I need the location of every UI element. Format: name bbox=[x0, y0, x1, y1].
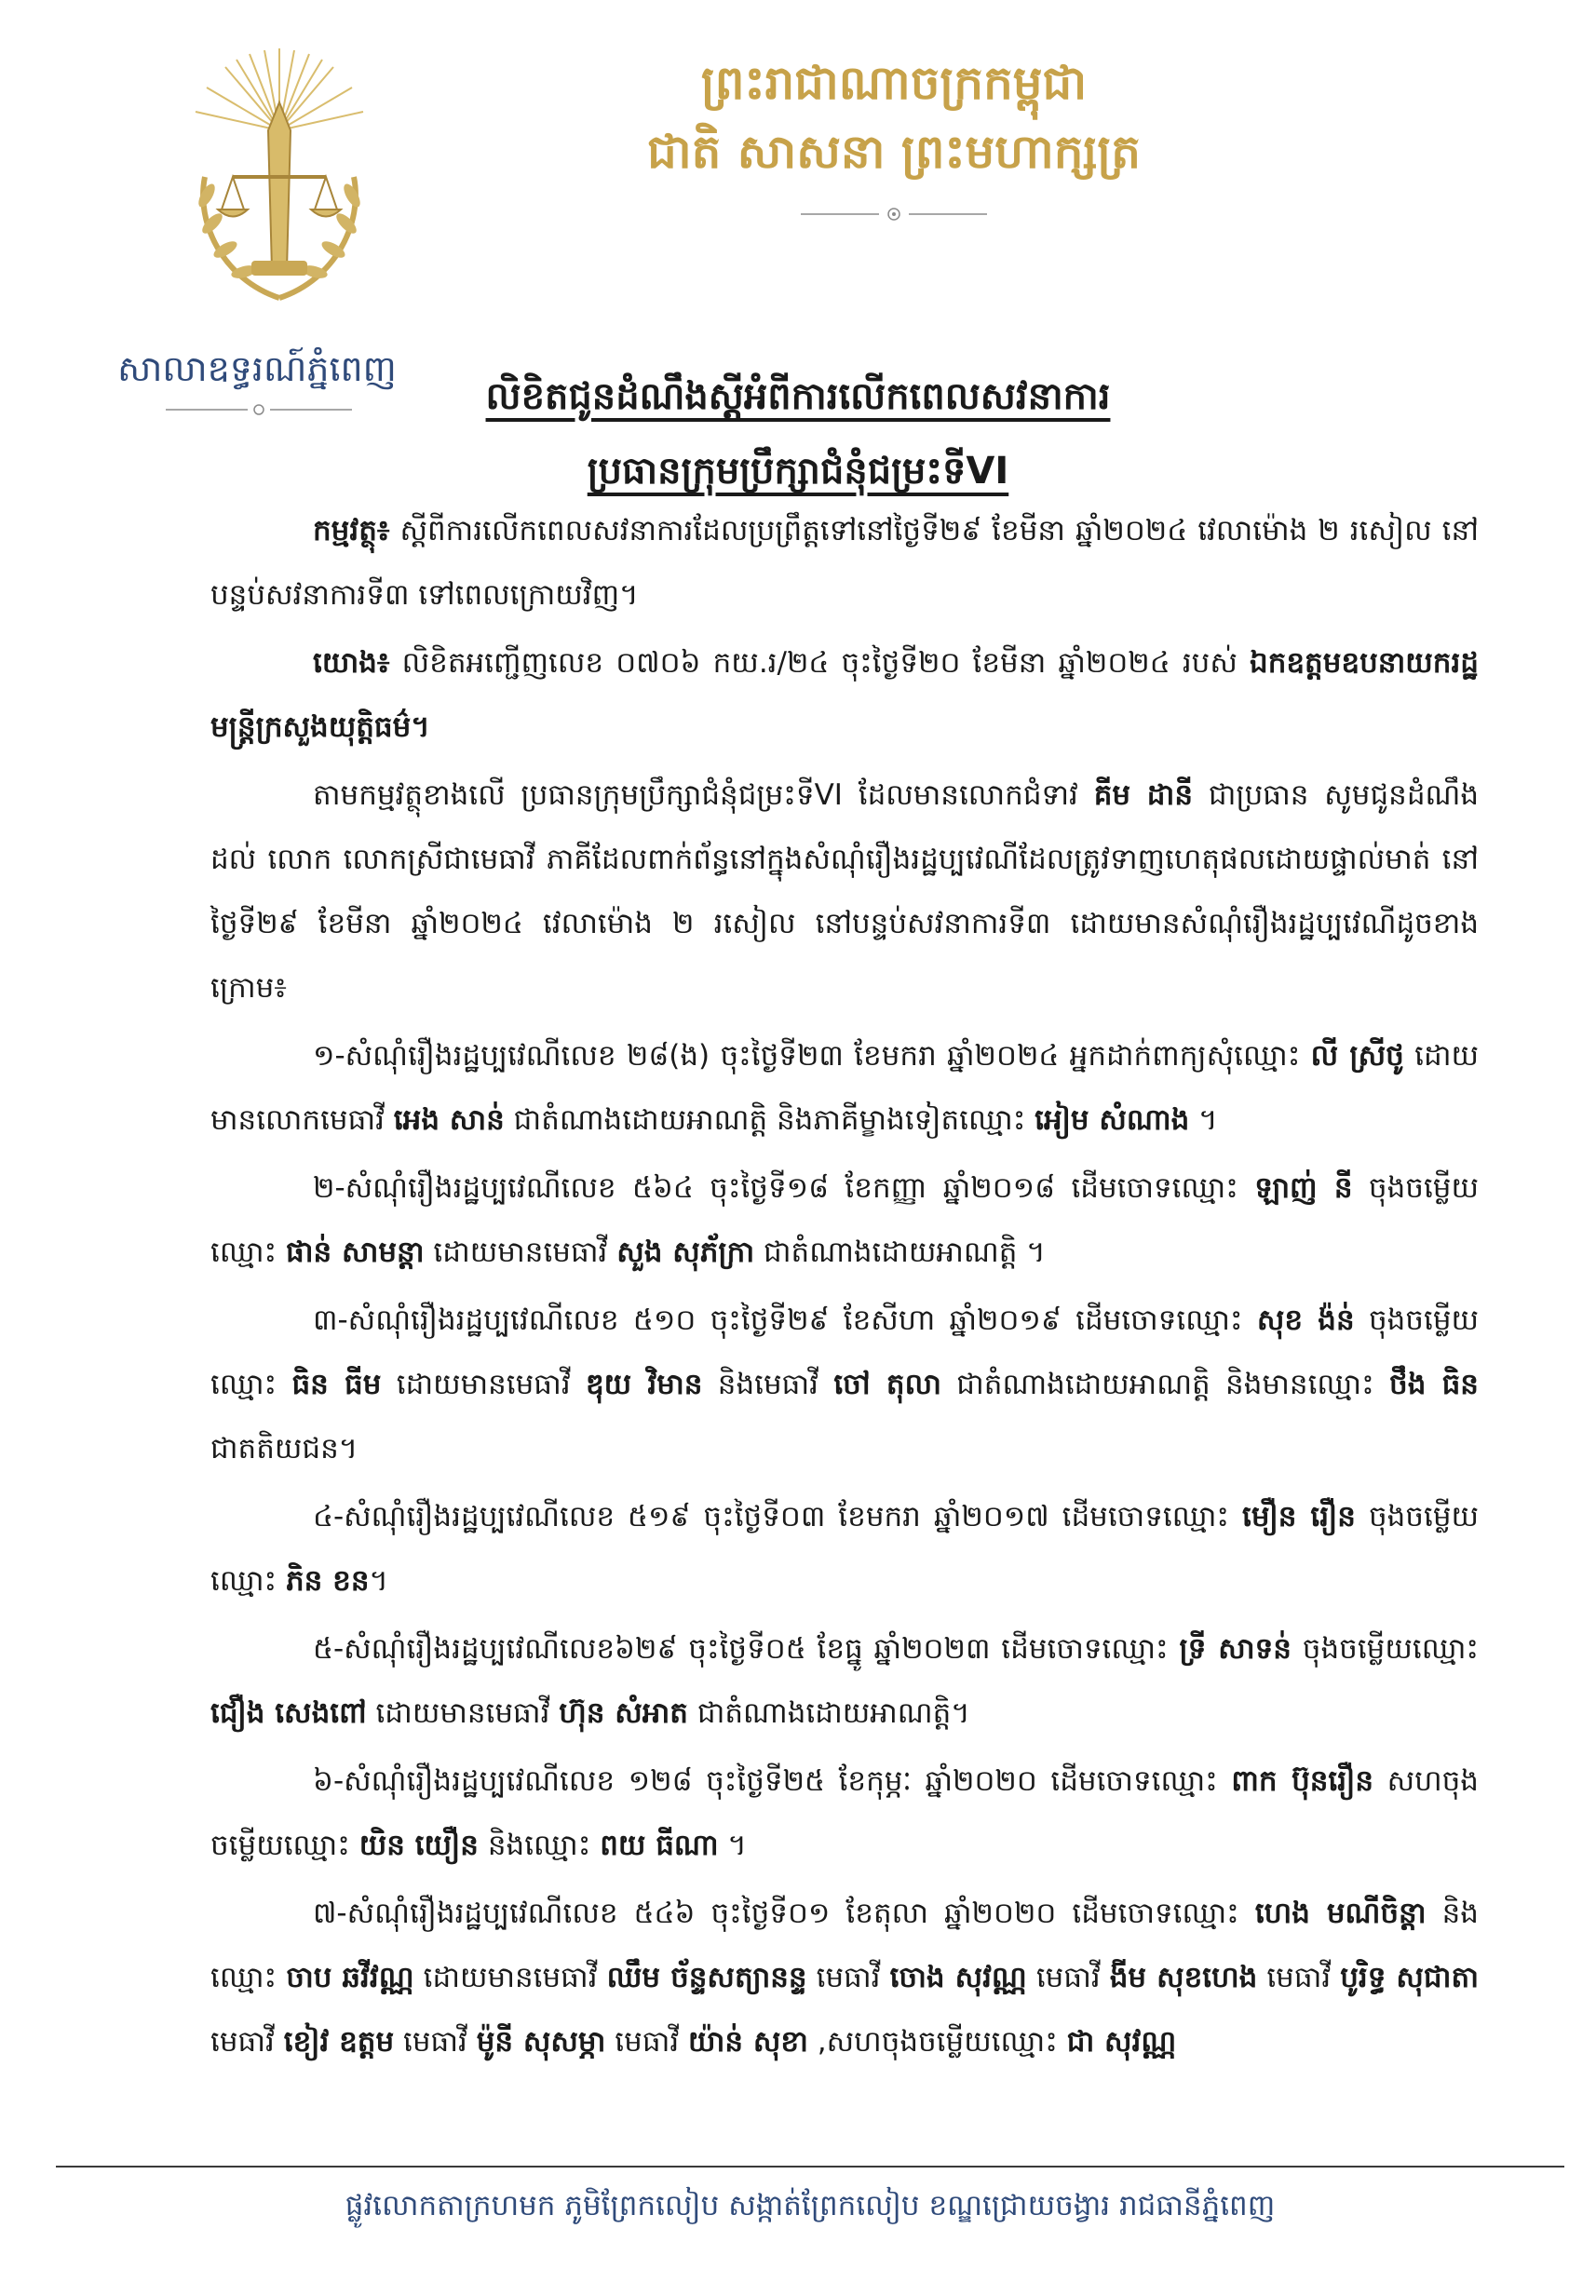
party-name: ជឿង សេងពៅ bbox=[210, 1696, 367, 1730]
case-text: ៦-សំណុំរឿងរដ្ឋប្បវេណីលេខ ១២៨ ចុះថ្ងៃទី២៥ ខែកុម្ភៈ ឆ្នាំ២០២០ ដើមចោទឈ្មោះ bbox=[313, 1764, 1232, 1798]
case-item bbox=[210, 1156, 1479, 1285]
party-name: ចោង សុវណ្ណ bbox=[889, 1961, 1027, 1994]
party-name: ពាក ប៊ុនរឿន bbox=[1231, 1764, 1374, 1798]
case-text: ។ bbox=[369, 1564, 388, 1598]
kingdom-line1: ព្រះរាជាណាចក្រកម្ពុជា bbox=[700, 56, 1088, 110]
intro-paragraph bbox=[210, 763, 1479, 1020]
case-text: ។ bbox=[1189, 1103, 1218, 1137]
subject-paragraph bbox=[210, 499, 1479, 628]
case-text: ដោយមានលោកមេធាវី bbox=[210, 1039, 1479, 1137]
case-text: មេធាវី bbox=[394, 2025, 477, 2059]
case-item bbox=[210, 1882, 1479, 2074]
case-text: ៧-សំណុំរឿងរដ្ឋប្បវេណីលេខ ៥៤៦ ចុះថ្ងៃទី០១ ខែតុលា ឆ្នាំ២០២០ ដើមចោទឈ្មោះ bbox=[313, 1897, 1255, 1930]
party-name: យ៉ាន់ សុខា bbox=[688, 2025, 808, 2059]
party-name: ចាប ឆវីវណ្ណ bbox=[286, 1961, 414, 1994]
reference-paragraph bbox=[210, 631, 1479, 760]
party-name: ផាន់ សាមន្តា bbox=[286, 1236, 425, 1269]
case-text: ចុងចម្លើយឈ្មោះ bbox=[210, 1171, 1479, 1269]
case-text: មេធាវី bbox=[605, 2025, 689, 2059]
intro-text-2: ជាប្រធាន សូមជូនដំណឹងដល់ លោក លោកស្រីជាមេធាវី ភាគីដែលពាក់ព័ន្ធនៅក្នុងសំណុំរឿងរដ្ឋប្បវេណីដែលត្រូវទាញហេតុផលដោយផ្ទាល់មាត់ នៅថ្ងៃទី២៩ ខែមីនា ឆ្នាំ២០២៤ វេលាម៉ោង ២ រសៀល នៅបន្ទប់សវនាការទី៣ ដោយមានសំណុំរឿងរដ្ឋប្បវេណីដូចខាងក្រោម៖ bbox=[210, 778, 1480, 1005]
intro-text-1: តាមកម្មវត្ថុខាងលើ ប្រធានក្រុមប្រឹក្សាជំនុំជម្រះទីVI ដែលមានលោកជំទាវ bbox=[313, 778, 1094, 812]
party-name: ជា សុវណ្ណ bbox=[1066, 2025, 1177, 2059]
court-name: សាលាឧទ្ធរណ៍ភ្នំពេញ bbox=[117, 348, 397, 389]
party-name: លី ស្រីថូ bbox=[1310, 1039, 1404, 1073]
case-text: ចុងចម្លើយឈ្មោះ bbox=[210, 1500, 1480, 1598]
party-name: ឡាញ់ នី bbox=[1254, 1171, 1353, 1205]
court-emblem bbox=[140, 37, 419, 317]
case-text: ចុងចម្លើយឈ្មោះ bbox=[210, 1303, 1480, 1401]
party-name: ពយ ធីណា bbox=[600, 1829, 719, 1862]
party-name: ឈឹម ច័ន្ទសត្យានន្ទ bbox=[606, 1961, 807, 1994]
kingdom-ornament bbox=[801, 207, 987, 222]
party-name: ម៉ូនី សុសម្ភា bbox=[476, 2025, 606, 2059]
subject-text: ស្តីពីការលើកពេលសវនាការដែលប្រព្រឹត្តទៅនៅថ្ងៃទី២៩ ខែមីនា ឆ្នាំ២០២៤ វេលាម៉ោង ២ រសៀល នៅបន្ទប់សវនាការទី៣ ទៅពេលក្រោយវិញ។ bbox=[210, 514, 1479, 612]
reference-bold: ឯកឧត្តមឧបនាយករដ្ឋមន្ត្រីក្រសួងយុត្តិធម៌។ bbox=[210, 646, 1479, 744]
case-item bbox=[210, 1749, 1479, 1878]
reference-label: យោង៖ bbox=[313, 646, 390, 680]
case-item bbox=[210, 1024, 1479, 1153]
party-name: ចៅ តុលា bbox=[833, 1368, 941, 1401]
case-text: ដោយមានមេធាវី bbox=[413, 1961, 607, 1994]
title-line1: លិខិតជូនដំណឹងស្តីអំពីការលើកពេលសវនាការ bbox=[485, 375, 1111, 418]
party-name: យិន យឿន bbox=[358, 1829, 479, 1862]
case-text: ជាតំណាងដោយអាណត្តិ និងភាគីម្ខាងទៀតឈ្មោះ bbox=[504, 1103, 1035, 1137]
party-name: ថឹង ធិន bbox=[1389, 1368, 1479, 1401]
party-name: ភិន ខន bbox=[286, 1564, 370, 1598]
case-text: ៣-សំណុំរឿងរដ្ឋប្បវេណីលេខ ៥១០ ចុះថ្ងៃទី២៩ ខែសីហា ឆ្នាំ២០១៩ ដើមចោទឈ្មោះ bbox=[313, 1303, 1257, 1337]
case-text: ១-សំណុំរឿងរដ្ឋប្បវេណីលេខ ២៨(ង) ចុះថ្ងៃទី២៣ ខែមករា ឆ្នាំ២០២៤ អ្នកដាក់ពាក្យសុំឈ្មោះ bbox=[313, 1039, 1311, 1073]
subject-label: កម្មវត្ថុ៖ bbox=[313, 514, 390, 547]
case-text: ៤-សំណុំរឿងរដ្ឋប្បវេណីលេខ ៥១៩ ចុះថ្ងៃទី០៣ ខែមករា ឆ្នាំ២០១៧ ដើមចោទឈ្មោះ bbox=[313, 1500, 1243, 1533]
case-text: មេធាវី bbox=[806, 1961, 890, 1994]
party-name: ធិន ធីម bbox=[291, 1368, 382, 1401]
case-item bbox=[210, 1289, 1479, 1481]
party-name: ទ្រី សាទន់ bbox=[1179, 1632, 1292, 1666]
title-line2: ប្រធានក្រុមប្រឹក្សាជំនុំជម្រះទីVI bbox=[587, 450, 1009, 493]
case-text: និងមេធាវី bbox=[702, 1368, 834, 1401]
party-name: សុខ ង៉ន់ bbox=[1256, 1303, 1355, 1337]
case-text: ជាតំណាងដោយអាណត្តិ និងមានឈ្មោះ bbox=[940, 1368, 1390, 1401]
judge-name: គីម ដានី bbox=[1093, 778, 1194, 812]
case-text: ៥-សំណុំរឿងរដ្ឋប្បវេណីលេខ៦២៩ ចុះថ្ងៃទី០៥ ខែធ្នូ ឆ្នាំ២០២៣ ដើមចោទឈ្មោះ bbox=[313, 1632, 1180, 1666]
party-name: ខៀវ ឧត្តម bbox=[283, 2025, 395, 2059]
party-name: ឌុយ វិមាន bbox=[585, 1368, 703, 1401]
case-item bbox=[210, 1617, 1479, 1746]
case-text: និងឈ្មោះ bbox=[210, 1897, 1479, 1994]
case-text: មេធាវី bbox=[210, 2025, 284, 2059]
party-name: អៀម សំណាង bbox=[1035, 1103, 1190, 1137]
party-name: បូរិទ្ធ សុជាតា bbox=[1340, 1961, 1479, 1994]
case-text: ជាតតិយជន។ bbox=[210, 1432, 358, 1465]
party-name: សួង សុភ័ក្រា bbox=[616, 1236, 755, 1269]
case-text: ដោយមានមេធាវី bbox=[381, 1368, 586, 1401]
party-name: អេង សាន់ bbox=[393, 1103, 505, 1137]
document-title bbox=[279, 359, 1317, 508]
case-item bbox=[210, 1485, 1479, 1614]
case-text: ។ bbox=[718, 1829, 747, 1862]
case-text: ដោយមានមេធាវី bbox=[366, 1696, 560, 1730]
case-text: និងឈ្មោះ bbox=[478, 1829, 601, 1862]
case-text: ដោយមានមេធាវី bbox=[424, 1236, 617, 1269]
case-text: ចុងចម្លើយឈ្មោះ bbox=[1291, 1632, 1479, 1666]
case-text: ២-សំណុំរឿងរដ្ឋប្បវេណីលេខ ៥៦៤ ចុះថ្ងៃទី១៨ ខែកញ្ញា ឆ្នាំ២០១៨ ដើមចោទឈ្មោះ bbox=[313, 1171, 1255, 1205]
court-emblem-icon bbox=[140, 37, 419, 317]
case-text: សហចុងចម្លើយឈ្មោះ bbox=[210, 1764, 1479, 1862]
case-text: ជាតំណាងដោយអាណត្តិ ។ bbox=[754, 1236, 1046, 1269]
party-name: ហេង មណីចិន្តា bbox=[1254, 1897, 1427, 1930]
party-name: មឿន រឿន bbox=[1242, 1500, 1356, 1533]
party-name: ងីម សុខហេង bbox=[1109, 1961, 1258, 1994]
footer-divider bbox=[56, 2166, 1564, 2168]
footer-address: ផ្លូវលោកតាក្រហមក ភូមិព្រែកលៀប សង្កាត់ព្រែកលៀប ខណ្ឌជ្រោយចង្វារ រាជធានីភ្នំពេញ bbox=[345, 2189, 1276, 2222]
reference-text: លិខិតអញ្ជើញលេខ ០៧០៦ កយ.រ/២៤ ចុះថ្ងៃទី២០ ខែមីនា ឆ្នាំ២០២៤ របស់ bbox=[389, 646, 1251, 680]
case-text: មេធាវី bbox=[1257, 1961, 1341, 1994]
case-text: ជាតំណាងដោយអាណត្តិ។ bbox=[687, 1696, 970, 1730]
case-text: ,សហចុងចម្លើយឈ្មោះ bbox=[807, 2025, 1067, 2059]
party-name: ហ៊ុន សំអាត bbox=[559, 1696, 688, 1730]
kingdom-line2: ជាតិ សាសនា ព្រះមហាក្សត្រ bbox=[647, 125, 1141, 179]
case-text: មេធាវី bbox=[1026, 1961, 1110, 1994]
document-body bbox=[210, 499, 1479, 2078]
kingdom-heading bbox=[521, 48, 1266, 186]
